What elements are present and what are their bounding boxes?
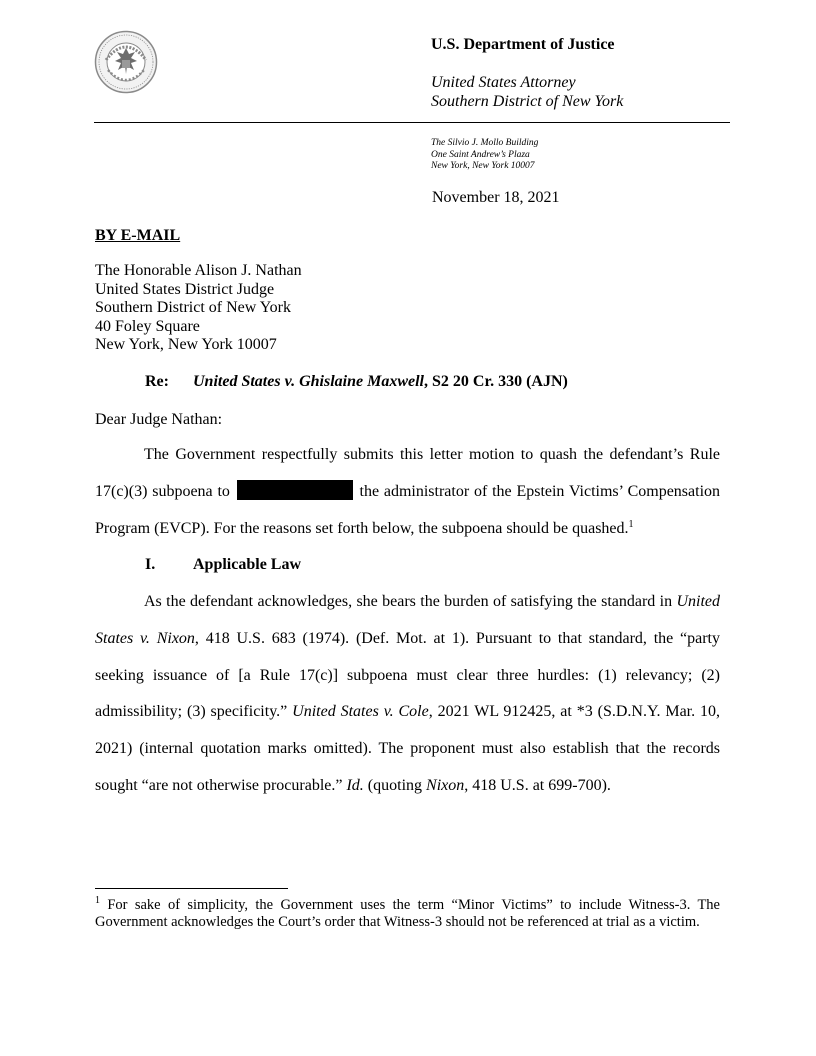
p2-citation: Nixon — [426, 776, 465, 794]
paragraph-1-text-a: The Government respectfully submits this letter motion to quash the defendant’s Rule 17(c)(3) subpoena to — [95, 446, 720, 500]
re-label: Re: — [145, 373, 169, 390]
section-title: Applicable Law — [193, 556, 302, 573]
footnote-text: For sake of simplicity, the Government uses the term “Minor Victims” to include Witness-3. The Government acknowledges the Court’s order that Witness-3 should not be referenced at trial as a victim. — [95, 897, 720, 930]
p2-text: As the defendant acknowledges, she bears the burden of satisfying the standard in — [144, 593, 677, 610]
department-name: U.S. Department of Justice — [431, 36, 615, 53]
paragraph-1 — [95, 437, 720, 547]
re-line — [145, 373, 568, 391]
address-line: One Saint Andrew’s Plaza — [431, 149, 530, 160]
p2-text: (quoting — [363, 776, 427, 794]
p2-citation: Id. — [346, 776, 364, 794]
delivery-method: BY E-MAIL — [95, 227, 181, 244]
section-heading — [145, 556, 301, 574]
p2-text: , 418 U.S. 683 (1974). (Def. Mot. at 1). Pursuant to that standard, the “party seeking issuance of [a Rule 17(c)] subpoena must clear three hurdles: (1) relevancy; (2) admissibility; (3) specificity.” — [95, 629, 720, 721]
footnote-reference: 1 — [628, 518, 634, 530]
section-number: I. — [145, 556, 156, 573]
addressee-line: Southern District of New York — [95, 299, 291, 317]
case-name: United States v. Ghislaine Maxwell — [193, 373, 424, 390]
header-rule — [94, 122, 730, 123]
addressee-block — [95, 262, 302, 355]
p2-text: , 2021 WL 912425, at *3 (S.D.N.Y. Mar. 10, 2021) (internal quotation marks omitted). The proponent must also establish that the records sought “are not otherwise procurable.” — [95, 703, 720, 794]
letter-date: November 18, 2021 — [432, 189, 560, 206]
addressee-line: New York, New York 10007 — [95, 336, 277, 354]
doj-seal-icon — [94, 30, 158, 94]
p2-citation: United States v. Nixon — [95, 593, 720, 647]
address-line: The Silvio J. Mollo Building — [431, 138, 539, 148]
paragraph-1-text-b: the administrator of the Epstein Victims’ Compensation Program (EVCP). For the reasons set forth below, the subpoena should be quashed. — [95, 482, 721, 537]
addressee-line: United States District Judge — [95, 280, 275, 298]
addressee-line: The Honorable Alison J. Nathan — [95, 262, 302, 279]
office-name — [431, 73, 623, 111]
salutation: Dear Judge Nathan: — [95, 411, 223, 428]
office-line-1: United States Attorney — [431, 74, 576, 91]
footnote — [95, 897, 720, 931]
address-line: New York, New York 10007 — [431, 161, 535, 171]
office-address — [431, 138, 538, 173]
paragraph-2 — [95, 584, 720, 805]
redaction-block — [237, 480, 353, 500]
footnote-rule — [95, 888, 288, 889]
p2-citation: United States v. Cole — [292, 703, 429, 721]
p2-text: , 418 U.S. at 699-700). — [464, 776, 611, 794]
office-line-2: Southern District of New York — [431, 93, 624, 110]
footnote-number: 1 — [95, 895, 100, 906]
case-number: , S2 20 Cr. 330 (AJN) — [423, 373, 568, 390]
addressee-line: 40 Foley Square — [95, 317, 200, 335]
